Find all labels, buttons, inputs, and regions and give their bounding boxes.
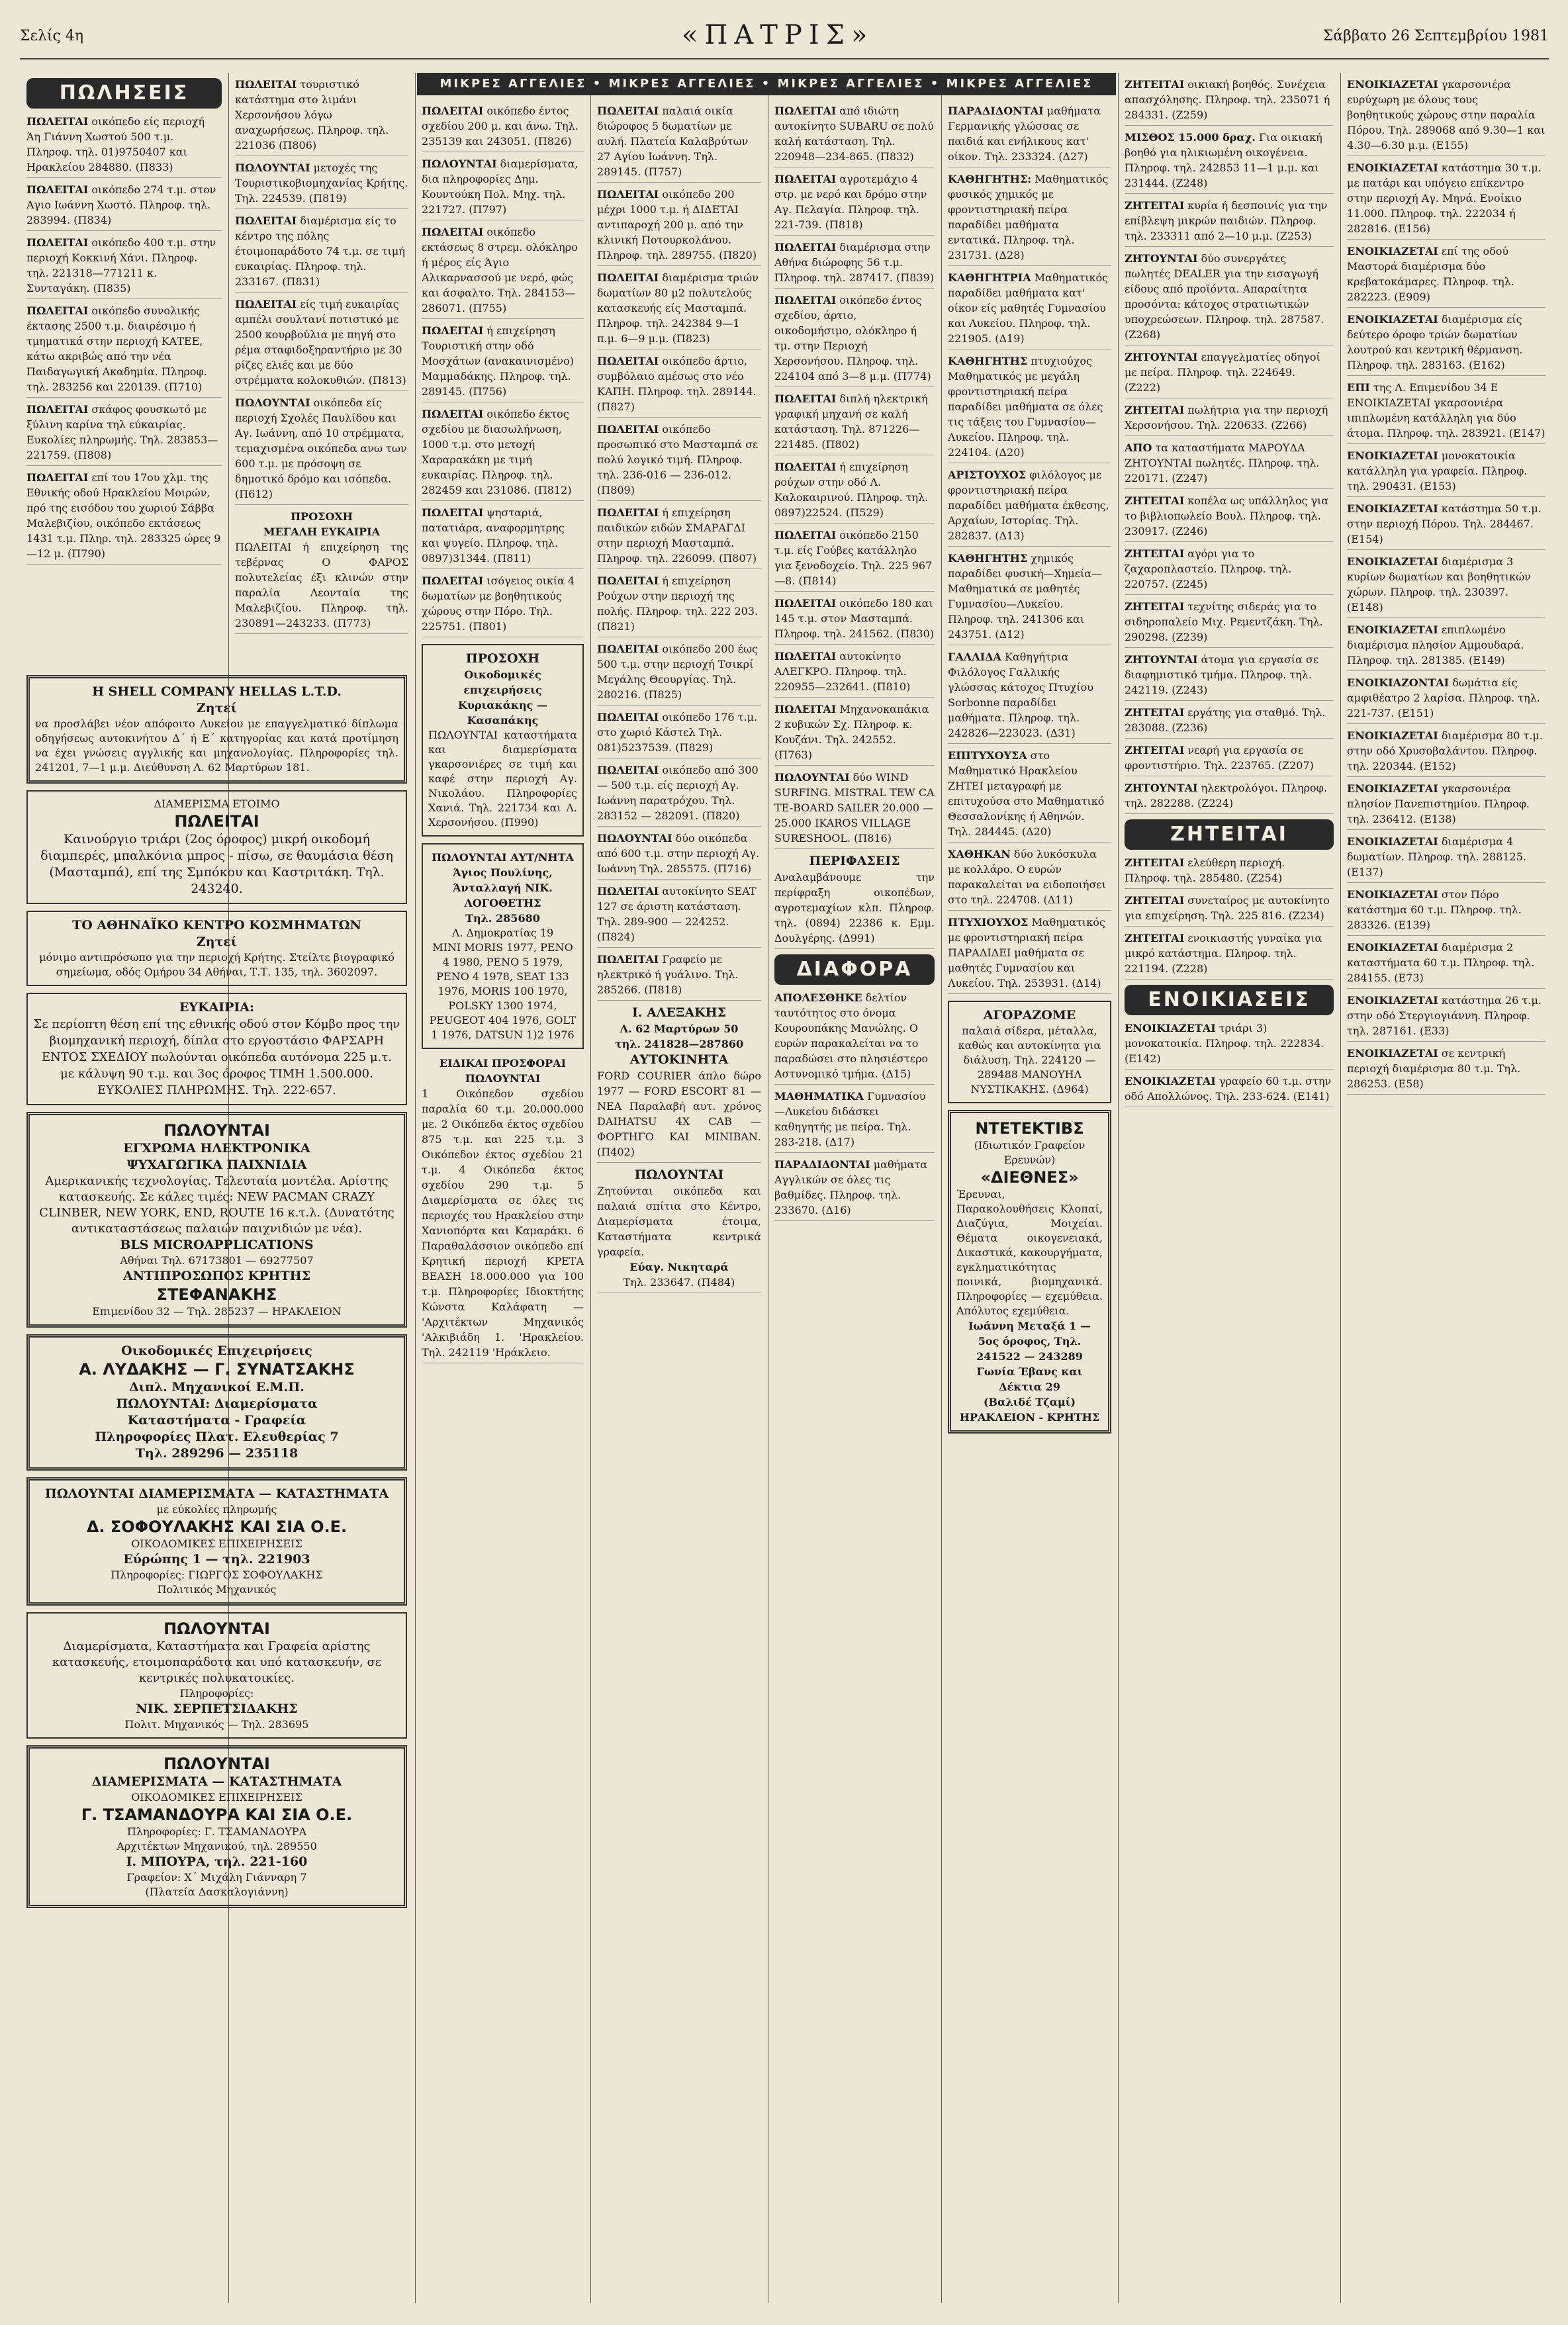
classified-ad: ΖΗΤΕΙΤΑΙ κυρία ή δεσποινίς για την επίβλεψη μικρών παιδιών. Πληροφ. τηλ. 233311 από 2—10 μ.μ. (Ζ253) [1125, 198, 1334, 247]
classified-ad: ΠΩΛΕΙΤΑΙ οικόπεδο έντος σχεδίου, άρτιο, οικοδομήσιμο, ολόκληρο ή τμ. στην Περιοχή Χερσονήσου. Πληροφ. τηλ. 224104 από 3—8 μ.μ. (Π774) [774, 293, 935, 387]
newspaper-title: «ΠΑΤΡΙΣ» [682, 20, 874, 50]
issue-date: Σάββατο 26 Σεπτεμβρίου 1981 [1322, 28, 1549, 44]
sofoulakis-info: Πληροφορίες: ΓΙΩΡΓΟΣ ΣΟΦΟΥΛΑΚΗΣ [111, 1569, 323, 1581]
classified-ad: ΕΝΟΙΚΙΑΖΕΤΑΙ στον Πόρο κατάστημα 60 τ.μ. Πληροφ. τηλ. 283326. (Ε139) [1347, 887, 1545, 936]
cars-street: Λ. Δημοκρατίας 19 [451, 927, 554, 939]
tsamandouras-ad-box [26, 1745, 407, 1908]
classified-ad: ΕΝΟΙΚΙΑΖΕΤΑΙ διαμέρισμα 4 δωματίων. Πληροφ. τηλ. 288125. (Ε137) [1347, 834, 1545, 883]
classified-ad: ΠΩΛΕΙΤΑΙ οικόπεδο έντος σχεδίου 200 μ. και άνω. Τηλ. 235139 και 243051. (Π826) [422, 103, 584, 152]
apartment-title: ΠΩΛΕΙΤΑΙ [174, 812, 259, 831]
classified-ad: ΠΑΡΑΔΙΔΟΝΤΑΙ μαθήματα Γερμανικής γλώσσας σε παιδιά και ενήλικους κατ' οίκον. Τηλ. 233324. (Δ27) [948, 103, 1111, 167]
detective-address3: (Βαλιδέ Τζαμί) [983, 1396, 1076, 1408]
apartment-text: Καινούργιο τριάρι (2ος όροφος) μικρή οικοδομή διαμπερές, μπαλκόνια μπρος - πίσω, σε θαυμάσια θέση (Μασταμπά), επί της Σμπόκου και Καστριτάκη. Τηλ. 243240. [40, 832, 393, 896]
realty-phone: Τηλ. 233647. (Π484) [623, 1276, 735, 1289]
classified-ad: ΠΩΛΕΙΤΑΙ Μηχανοκαπάκια 2 κυβικών Σχ. Πληροφ. κ. Κουζάνι. Τηλ. 242552. (Π763) [774, 702, 935, 766]
realty-text: Ζητούνται οικόπεδα και παλαιά σπίτια στο Κέντρο, Διαμερίσματα έτοιμα, Καταστήματα κεντρικά γραφεία. [597, 1185, 761, 1258]
dealer-name: Ι. ΑΛΕΞΑΚΗΣ [631, 1005, 727, 1020]
classified-ad: ΕΝΟΙΚΙΑΖΕΤΑΙ γραφείο 60 τ.μ. στην οδό Απολλώνος. Τηλ. 233-624. (Ε141) [1125, 1073, 1334, 1107]
scrap-buyer-box [948, 1001, 1111, 1103]
serpetsidakis-title: ΠΩΛΟΥΝΤΑΙ [163, 1619, 270, 1638]
classified-ad: ΠΩΛΕΙΤΑΙ οικόπεδο από 300 — 500 τ.μ. είς περιοχή Αγ. Ιωάννη παρατρόχου. Τηλ. 283152 — 282091. (Π820) [597, 762, 761, 827]
classified-ad: ΠΩΛΕΙΤΑΙ παλαιά οικία διώροφος 5 δωματίων με αυλή. Πλατεία Καλαβρύτων 27 Αγίου Ιωάννη. Τηλ. 289145. (Π757) [597, 103, 761, 183]
sofoulakis-ad-box [26, 1477, 407, 1606]
notice-title: ΠΡΟΣΟΧΗ [291, 510, 353, 523]
lydakis-ad-box [26, 1334, 407, 1471]
classified-ad: ΕΠΙΤΥΧΟΥΣΑ στο Μαθηματικό Ηρακλείου ΖΗΤΕΙ μεταγραφή με επιτυχούσα στο Μαθηματικό Θεσσαλονίκης ή Αθηνών. Τηλ. 284445. (Δ20) [948, 748, 1111, 843]
classified-ad: ΠΩΛΕΙΤΑΙ διαμέρισμα είς το κέντρο της πόλης έτοιμοπαράδοτο 74 τ.μ. σε τιμή ευκαιρίας. Πληροφ. τηλ. 233167. (Π831) [235, 213, 408, 293]
column-rule [415, 73, 416, 2303]
builders-notice-box [422, 644, 584, 837]
tsamandouras-address: Γραφείον: Χ΄ Μιχάλη Γιάνναρη 7 [126, 1871, 307, 1884]
classifieds-strip: ΜΙΚΡΕΣ ΑΓΓΕΛΙΕΣ • ΜΙΚΡΕΣ ΑΓΓΕΛΙΕΣ • ΜΙΚΡΕΣ ΑΓΓΕΛΙΕΣ • ΜΙΚΡΕΣ ΑΓΓΕΛΙΕΣ [417, 73, 1116, 95]
jewellery-title: ΤΟ ΑΘΗΝΑΪΚΟ ΚΕΝΤΡΟ ΚΟΣΜΗΜΑΤΩΝ [72, 918, 361, 933]
classified-ad: ΖΗΤΕΙΤΑΙ κοπέλα ως υπάλληλος για το βιβλιοπωλείο Βουλ. Πληροφ. τηλ. 230917. (Ζ246) [1125, 493, 1334, 542]
classified-ad: ΠΩΛΟΥΝΤΑΙ δύο WIND SURFING. MISTRAL TEW CA TE-BOARD SAILER 20.000 — 25.000 IKAROS VILLAGE SURESHOOL. (Π816) [774, 770, 935, 849]
lydakis-sale2: Καταστήματα - Γραφεία [127, 1413, 306, 1428]
games-phones: Αθήναι Τηλ. 67173801 — 69277507 [120, 1254, 314, 1267]
classified-ad: ΑΠΟ τα καταστήματα ΜΑΡΟΥΔΑ ΖΗΤΟΥΝΤΑΙ πωλητές. Πληροφ. τηλ. 220171. (Ζ247) [1125, 440, 1334, 489]
tsamandouras-name2: Ι. ΜΠΟΥΡΑ, τηλ. 221-160 [126, 1854, 308, 1869]
page-number: Σελίς 4η [20, 28, 84, 44]
sofoulakis-address: Εύρώπης 1 — τηλ. 221903 [123, 1552, 310, 1567]
display-ads-left [26, 668, 407, 2297]
detective-address: Ιωάννη Μεταξά 1 — 5ος όροφος, Τηλ. 241522 — 243289 [968, 1320, 1091, 1363]
dealer-title: ΑΥΤΟΚΙΝΗΤΑ [629, 1052, 729, 1067]
cars-dealer: Άγιος Πουλίνης, Άνταλλαγή ΝΙΚ. ΛΟΓΟΘΕΤΗΣ [453, 866, 553, 909]
lydakis-names: Α. ΛΥΔΑΚΗΣ — Γ. ΣΥΝΑΤΣΑΚΗΣ [79, 1360, 355, 1379]
classified-ad: ΚΑΘΗΓΗΤΗΣ: Μαθηματικός φυσικός χημικός με φροντιστηριακή πείρα παραδίδει μαθήματα εντατικά. Πληροφ. τηλ. 231731. (Δ28) [948, 171, 1111, 266]
detective-title: ΝΤΕΤΕΚΤΙΒΣ [975, 1119, 1084, 1138]
detective-ad-box [948, 1110, 1111, 1434]
apartment-ad-box [26, 790, 407, 904]
classified-ad: ΠΩΛΕΙΤΑΙ οικόπεδο 180 και 145 τ.μ. στον Μασταμπά. Πληροφ. τηλ. 241562. (Π830) [774, 596, 935, 645]
fencing-title: ΠΕΡΙΦΑΣΕΙΣ [809, 854, 900, 868]
classified-ad: ΠΩΛΕΙΤΑΙ οικόπεδο 2150 τ.μ. είς Γούβες κατάλληλο για ξενοδοχείο. Τηλ. 225 967—8. (Π814) [774, 527, 935, 592]
page-header [20, 19, 1549, 60]
column-7 [1125, 73, 1334, 2303]
classified-ad: ΕΝΟΙΚΙΑΖΕΤΑΙ τριάρι 3) μονοκατοικία. Πληροφ. τηλ. 222834. (Ε142) [1125, 1021, 1334, 1070]
classified-ad: ΜΑΘΗΜΑΤΙΚΑ Γυμνασίου—Λυκείου διδάσκει καθηγητής με πείρα. Τηλ. 283-218. (Δ17) [774, 1089, 935, 1153]
tsamandouras-info: Πληροφορίες: Γ. ΤΣΑΜΑΝΔΟΥΡΑ [126, 1825, 307, 1838]
games-rep-address: Επιμενίδου 32 — Τηλ. 285237 — ΗΡΑΚΛΕΙΟΝ [92, 1305, 342, 1318]
games-title: ΠΩΛΟΥΝΤΑΙ [163, 1121, 270, 1140]
tsamandouras-company: ΟΙΚΟΔΟΜΙΚΕΣ ΕΠΙΧΕΙΡΗΣΕΙΣ [131, 1791, 302, 1803]
classified-ad: ΠΩΛΕΙΤΑΙ οικόπεδο 200 έως 500 τ.μ. στην περιοχή Τσικρί Μεγάλης Θεουργίας. Τηλ. 280216. (Π825) [597, 641, 761, 706]
tsamandouras-kicker: ΔΙΑΜΕΡΙΣΜΑΤΑ — ΚΑΤΑΣΤΗΜΑΤΑ [91, 1774, 342, 1789]
classified-ad: ΠΩΛΕΙΤΑΙ διαμέρισμα τριών δωματίων 80 μ2 πολυτελούς κατασκευής είς Μασταμπά. Πληροφ. τηλ. 242384 9—1 π.μ. 6—9 μ.μ. (Π823) [597, 270, 761, 349]
classified-ad: ΕΝΟΙΚΙΑΖΕΤΑΙ επί της οδού Μαστορά διαμέρισμα δύο κρεβατοκάμαρες. Πληροφ. τηλ. 282223. (Ε909) [1347, 244, 1545, 308]
shell-ad-box [26, 675, 407, 784]
classified-ad: ΠΩΛΕΙΤΑΙ ή επιχείρηση ρούχων στην οδό Λ. Καλοκαιρινού. Πληροφ. τηλ. 0897)22524. (Π529) [774, 459, 935, 524]
games-company: BLS MICROAPPLICATIONS [120, 1238, 314, 1252]
games-text: Αμερικανικής τεχνολογίας. Τελευταία μοντέλα. Αρίστης κατασκευής. Σε κάλες τιμές: NEW PACMAN CRAZY CLINBER, NEW YORK, END, ROUTE 16 κ.τ.λ. (Δυνατότης αντικαταστάσεως παλαιών παιχνιδιών με νέα). [39, 1174, 394, 1236]
tsamandouras-title: ΠΩΛΟΥΝΤΑΙ [163, 1755, 270, 1773]
opportunity-ad-box [26, 993, 407, 1105]
classified-ad: ΠΩΛΕΙΤΑΙ αυτοκίνητο ΑΛΕΓΚΡΟ. Πληροφ. τηλ. 220955—232641. (Π810) [774, 649, 935, 698]
classified-ad: ΕΝΟΙΚΙΑΖΕΤΑΙ μονοκατοικία κατάλληλη για γραφεία. Πληροφ. τηλ. 290431. (Ε153) [1347, 448, 1545, 497]
classified-ad: ΖΗΤΕΙΤΑΙ πωλήτρια για την περιοχή Χερσονήσου. Τηλ. 220633. (Ζ266) [1125, 402, 1334, 436]
classified-ad: ΠΩΛΕΙΤΑΙ αυτοκίνητο SEAT 127 σε άριστη κατάσταση. Τηλ. 289-900 — 224252. (Π824) [597, 884, 761, 948]
classified-ad: ΕΝΟΙΚΙΑΖΕΤΑΙ κατάστημα 30 τ.μ. με πατάρι και υπόγειο επίκεντρο στην περιοχή Αγ. Μηνά. Ενοίκιο 11.000. Πληροφ. τηλ. 222034 ή 282816. (Ε156) [1347, 160, 1545, 240]
builders-notice-text: ΠΩΛΟΥΝΤΑΙ καταστήματα και διαμερίσματα γκαρσονιέρες σε τιμή και καφέ στην περιοχή Αγ. Νικολάου. Πληροφορίες Χανιά. Τηλ. 221734 και Λ. Χερσονήσου. (Π990) [428, 729, 577, 829]
classified-ad: ΖΗΤΟΥΝΤΑΙ ηλεκτρολόγοι. Πληροφ. τηλ. 282288. (Ζ224) [1125, 780, 1334, 814]
classified-ad: ΖΗΤΟΥΝΤΑΙ επαγγελματίες οδηγοί με πείρα. Πληροφ. τηλ. 224649. (Ζ222) [1125, 349, 1334, 398]
classified-ad: ΠΑΡΑΔΙΔΟΝΤΑΙ μαθήματα Αγγλικών σε όλες τις βαθμίδες. Πληροφ. τηλ. 233670. (Δ16) [774, 1157, 935, 1221]
classified-ad: ΖΗΤΕΙΤΑΙ τεχνίτης σιδεράς για το σιδηροπαλείο Μιχ. Ρεμεντζάκη. Τηλ. 290298. (Ζ239) [1125, 599, 1334, 648]
serpetsidakis-info: Πληροφορίες: [179, 1687, 254, 1700]
shell-ad-subtitle: Ζητεί [196, 701, 238, 715]
classified-ad: ΖΗΤΕΙΤΑΙ αγόρι για το ζαχαροπλαστείο. Πληροφ. τηλ. 220757. (Ζ245) [1125, 546, 1334, 595]
classified-ad: ΠΩΛΕΙΤΑΙ οικόπεδο άρτιο, συμβόλαιο αμέσως στο νέο ΚΑΠΗ. Πληροφ. τηλ. 289144. (Π827) [597, 353, 761, 418]
scrap-text: παλαιά σίδερα, μέταλλα, καθώς και αυτοκίνητα για διάλυση. Τηλ. 224120 — 289488 ΜΑΝΟΥΗΛ ΝΥΣΤΙΚΑΚΗΣ. (Δ964) [958, 1025, 1101, 1095]
lydakis-info: Πληροφορίες Πλατ. Ελευθερίας 7 [95, 1430, 339, 1444]
classified-ad: ΕΝΟΙΚΙΑΖΕΤΑΙ σε κεντρική περιοχή διαμέρισμα 80 τ.μ. Τηλ. 286253. (Ε58) [1347, 1046, 1545, 1095]
classified-ad: ΖΗΤΟΥΝΤΑΙ άτομα για εργασία σε διαφημιστικό τμήμα. Πληροφ. τηλ. 242119. (Ζ243) [1125, 652, 1334, 701]
jewellery-text: μόνιμο αντιπρόσωπο για την περιοχή Κρήτης. Στείλτε βιογραφικό σημείωμα, οδός Ομήρου 34 Αθήναι, Τ.Τ. 135, τηλ. 3602097. [39, 951, 394, 978]
classified-ad: ΕΝΟΙΚΙΑΖΕΤΑΙ διαμέρισμα είς δεύτερο όροφο τριών δωματίων λουτρού και κεντρική θέρμανση. Πληροφ. τηλ. 283163. (Ε162) [1347, 312, 1545, 376]
column-rule [1118, 73, 1119, 2303]
classified-ad: ΖΗΤΕΙΤΑΙ οικιακή βοηθός. Συνέχεια απασχόλησης. Πληροφ. τηλ. 235071 ή 284331. (Ζ259) [1125, 77, 1334, 126]
classified-ad: ΠΩΛΕΙΤΑΙ σκάφος φουσκωτό με ξύλινη καρίνα τηλ εύκαιρίας. Ευκολίες πληρωμής. Τηλ. 283853—221759. (Π808) [26, 402, 222, 466]
classified-ad: ΕΠΙ της Λ. Επιμενίδου 34 Ε ΕΝΟΙΚΙΑΖΕΤΑΙ γκαρσονιέρα ιπιπλωμένη κατάλληλη για δύο άτομα. Πληροφ. τηλ. 283921. (Ε147) [1347, 380, 1545, 444]
classified-ad: ΑΡΙΣΤΟΥΧΟΣ φιλόλογος με φροντιστηριακή πείρα παραδίδει μαθήματα έκθεσης, Αρχαίων, Ιστορίας. Τηλ. 282837. (Δ13) [948, 467, 1111, 547]
column-6 [948, 99, 1111, 2303]
sofoulakis-company: ΟΙΚΟΔΟΜΙΚΕΣ ΕΠΙΧΕΙΡΗΣΕΙΣ [131, 1537, 302, 1550]
column-4 [597, 99, 761, 2303]
classified-ad: ΕΝΟΙΚΙΑΖΕΤΑΙ διαμέρισμα 3 κυρίων δωματίων και βοηθητικών χώρων. Πληροφ. τηλ. 230397. (Ε148) [1347, 554, 1545, 618]
games-rep-title: ΑΝΤΙΠΡΟΣΩΠΟΣ ΚΡΗΤΗΣ [122, 1269, 311, 1283]
classified-ad: ΠΩΛΕΙΤΑΙ τουριστικό κατάστημα στο λιμάνι Χερσονήσου λόγω αναχωρήσεως. Πληροφ. τηλ. 221036 (Π806) [235, 77, 408, 156]
serpetsidakis-role: Πολιτ. Μηχανικός — Τηλ. 283695 [124, 1718, 309, 1731]
classified-ad: ΑΠΟΛΕΣΘΗΚΕ δελτίον ταυτότητος στο όνομα Κουρουπάκης Μανώλης. Ο ευρών παρακαλείται να το παραδώσει στο πλησιέστερο Αστυνομικό τμήμα. (Δ15) [774, 990, 935, 1085]
sales-ad-list [26, 114, 222, 565]
column-5 [774, 99, 935, 2303]
classified-ad: ΚΑΘΗΓΗΤΗΣ πτυχιούχος Μαθηματικός με μεγάλη φροντιστηριακή πείρα παραδίδει μαθήματα σε όλες τις τάξεις του Γυμνασίου—Λυκείου. Πληροφ. τηλ. 224104. (Δ20) [948, 353, 1111, 463]
notice-text: ΠΩΛΕΙΤΑΙ ή επιχείρηση της τεβέρνας Ο ΦΑΡΟΣ πολυτελείας έξι κλινών στην παραλία Λεονταία της Μαλεβιζίου. Πληροφ. τηλ. 230891—243233. (Π773) [235, 541, 408, 629]
lydakis-kicker: Οικοδομικές Επιχειρήσεις [121, 1344, 312, 1358]
classified-ad: ΕΝΟΙΚΙΑΖΕΤΑΙ επιπλωμένο διαμέρισμα πλησίον Αμμουδαρά. Πληροφ. τηλ. 281385. (Ε149) [1347, 622, 1545, 671]
classified-ad: ΖΗΤΟΥΝΤΑΙ δύο συνεργάτες πωλητές DEALER για την εισαγωγή είδους από προϊόντα. Απαραίτητα προσόντα: κάτοχος στρατιωτικών υποχρεώσεων. Πληροφ. τηλ. 287587. (Ζ268) [1125, 251, 1334, 345]
classified-ad: ΓΑΛΛΙΔΑ Καθηγήτρια Φιλόλογος Γαλλικής γλώσσας κάτοχος Πτυχίου Sorbonne παραδίδει μαθήματα. Πληροφ. τηλ. 242826—223023. (Δ31) [948, 649, 1111, 744]
classified-ad: ΠΩΛΟΥΝΤΑΙ διαμερίσματα, δια πληροφορίες Δημ. Κουντούκη Πολ. Μηχ. τηλ. 221727. (Π797) [422, 156, 584, 220]
classified-ad: ΠΩΛΟΥΝΤΑΙ μετοχές της Τουριστικοβιομηχανίας Κρήτης. Τηλ. 224539. (Π819) [235, 160, 408, 209]
sofoulakis-kicker: ΠΩΛΟΥΝΤΑΙ ΔΙΑΜΕΡΙΣΜΑΤΑ — ΚΑΤΑΣΤΗΜΑΤΑ [44, 1486, 389, 1501]
builders-notice-subtitle: Οικοδομικές επιχειρήσεις Κυριακάκης — Κασαπάκης [458, 668, 547, 727]
cars-phone: Τηλ. 285680 [465, 912, 540, 925]
classified-ad: ΠΩΛΕΙΤΑΙ οικόπεδο συνολικής έκτασης 2500 τ.μ. διαιρέσιμο ή τμηματικά στην περιοχή ΚΑΤΕΕ, κάτω ακριβώς από την νέα Παιδαγωγική Ακαδημία. Πληροφ. τηλ. 283256 και 220139. (Π710) [26, 303, 222, 398]
classified-ad: ΕΝΟΙΚΙΑΖΕΤΑΙ κατάστημα 50 τ.μ. στην περιοχή Πόρου. Τηλ. 284467. (Ε154) [1347, 501, 1545, 550]
sofoulakis-name: Δ. ΣΟΦΟΥΛΑΚΗΣ ΚΑΙ ΣΙΑ Ο.Ε. [86, 1518, 347, 1536]
offers-text: 1 Οικόπεδον σχεδίου παραλία 60 τ.μ. 20.000.000 με. 2 Οικόπεδα έκτος σχεδίου 875 τ.μ. και 225 τ.μ. 3 Οικόπεδον έκτος σχεδίου 21 τ.μ. 4 Οικόπεδα έκτος σχεδίου 290 τ.μ. 5 Διαμερίσματα σε όλες τις περιοχές του Ηρακλείου στην Χανιοπόρτα και Καμαράκι. 6 Παραθαλάσσιον οικόπεδο επί Κρητική περιοχή ΚΡΕΤΑ ΒΕΑΣΗ 18.000.000 για 100 τ.μ. Πληροφορίες Ιδιοκτήτης Κώνστα Καλάφατη — 'Αρχιτέκτων Μηχανικός 'Αλκιβιάδη 1. 'Ηρακλείου. Τηλ. 242119 'Ηράκλειο. [422, 1087, 584, 1359]
classified-ad: ΠΩΛΕΙΤΑΙ διπλή ηλεκτρική γραφική μηχανή σε καλή κατάσταση. Τηλ. 871226—221485. (Π802) [774, 391, 935, 455]
classified-ad: ΕΝΟΙΚΙΑΖΟΝΤΑΙ δωμάτια είς αμφιθέατρο 2 λαρίσα. Πληροφ. τηλ. 221-737. (Ε151) [1347, 675, 1545, 724]
classified-ad: ΠΩΛΕΙΤΑΙ οικόπεδο έκτος σχεδίου με διασωλήνωση, 1000 τ.μ. στο μετοχή Χαραρακάκη με τιμή ευκαιρίας. Πληροφ. τηλ. 282459 και 231086. (Π812) [422, 406, 584, 501]
classified-ad: ΚΑΘΗΓΗΤΡΙΑ Μαθηματικός παραδίδει μαθήματα κατ' οίκον είς μαθητές Γυμνασίου και Λυκείου. Πληροφ. τηλ. 221905. (Δ19) [948, 270, 1111, 349]
offers-ad [422, 1056, 584, 1363]
dealer-text: FORD COURIER άπλο δώρο 1977 — FORD ESCORT 81 — ΝΕΑ Παραλαβή αυτ. χρόνος DAIHATSU 4X CAB — ΦΟΡΤΗΓΟ ΚΑΙ ΜΙΝΙΒΑΝ. (Π402) [597, 1070, 761, 1158]
column-rule [941, 73, 942, 2303]
games-line1: ΕΓΧΡΩΜΑ ΗΛΕΚΤΡΟΝΙΚΑ [123, 1141, 310, 1156]
column-8 [1347, 73, 1545, 2303]
column-rule [590, 73, 591, 2303]
cars-title: ΠΩΛΟΥΝΤΑΙ ΑΥΤ/ΝΗΤΑ [432, 851, 574, 864]
serpetsidakis-text: Διαμερίσματα, Καταστήματα και Γραφεία αρίστης κατασκευής, ετοιμοπαράδοτα και υπό κατασκευήν, σε κεντρικές πολυκατοικίες. [52, 1639, 382, 1685]
opportunity-title: ΕΥΚΑΙΡΙΑ: [179, 1000, 255, 1015]
realty-ad [597, 1167, 761, 1293]
fencing-text: Αναλαμβάνουμε την περίφραξη οικοπέδων, αγροτεμαχίων κλπ. Πληροφ. τηλ. (0894) 22386 κ. Εμμ. Δουλγέρης. (Δ991) [774, 871, 935, 944]
tsamandouras-address2: (Πλατεία Δασκαλογιάννη) [145, 1886, 289, 1898]
classified-ad: ΠΩΛΕΙΤΑΙ Γραφείο με ηλεκτρικό ή γυάλινο. Τηλ. 285266. (Π818) [597, 952, 761, 1001]
classified-ad: ΠΩΛΕΙΤΑΙ επί του 17ου χλμ. της Εθνικής οδού Ηρακλείου Μοιρών, πρό της εισόδου του χωριού Σάββα Μαλεβιζίου, οικόπεδο εκτάσεως 1431 τ.μ. Πληρ. τηλ. 283325 ώρες 9—12 μ. (Π790) [26, 470, 222, 565]
classified-ad: ΕΝΟΙΚΙΑΖΕΤΑΙ διαμέρισμα 2 καταστήματα 60 τ.μ. Πληροφ. τηλ. 284155. (Ε73) [1347, 940, 1545, 989]
classified-ad: ΠΩΛΕΙΤΑΙ από ιδιώτη αυτοκίνητο SUBARU σε πολύ καλή κατάσταση. Τηλ. 220948—234-865. (Π832) [774, 103, 935, 167]
classified-ad: ΠΩΛΕΙΤΑΙ διαμέρισμα στην Αθήνα διώροφης 56 τ.μ. Πληροφ. τηλ. 287417. (Π839) [774, 240, 935, 289]
fencing-ad [774, 853, 935, 949]
lydakis-phone: Τηλ. 289296 — 235118 [135, 1446, 299, 1461]
games-line2: ΨΥΧΑΓΩΓΙΚΑ ΠΑΙΧΝΙΔΙΑ [126, 1158, 307, 1172]
classified-ad: ΠΩΛΕΙΤΑΙ αγροτεμάχιο 4 στρ. με νερό και δρόμο στην Αγ. Πελαγία. Πληροφ. τηλ. 221-739. (Π818) [774, 171, 935, 236]
classified-ad: ΜΙΣΘΟΣ 15.000 δραχ. Για οικιακή βοηθό για ηλικιωμένη οικογένεια. Πληροφ. τηλ. 242853 11—1 μ.μ. και 231444. (Ζ248) [1125, 130, 1334, 194]
section-sales-heading: ΠΩΛΗΣΕΙΣ [26, 78, 222, 109]
classified-ad: ΚΑΘΗΓΗΤΗΣ χημικός παραδίδει φυσική—Χημεία—Μαθηματικά σε μαθητές Γυμνασίου—Λυκείου. Πληροφ. τηλ. 241306 και 243751. (Δ12) [948, 551, 1111, 645]
classified-ad: ΠΩΛΕΙΤΑΙ ισόγειος οικία 4 δωματίων με βοηθητικούς χώρους στην Πόρο. Τηλ. 225751. (Π801) [422, 573, 584, 637]
jewellery-ad-box [26, 911, 407, 986]
classified-ad: ΠΩΛΟΥΝΤΑΙ δύο οικόπεδα από 600 τ.μ. στην περιοχή Αγ. Ιωάννη Τηλ. 285575. (Π716) [597, 831, 761, 880]
games-ad-box [26, 1112, 407, 1328]
classified-ad: ΠΩΛΕΙΤΑΙ ή επιχείρηση Τουριστική στην οδό Μοσχάτων (ανακαινισμένο) Μαμμαδάκης. Πληροφ. τηλ. 289145. (Π756) [422, 323, 584, 402]
notice-subtitle: ΜΕΓΑΛΗ ΕΥΚΑΙΡΙΑ [263, 525, 381, 538]
classified-ad: ΕΝΟΙΚΙΑΖΕΤΑΙ κατάστημα 26 τ.μ. στην οδό Στεργιογιάννη. Πληροφ. τηλ. 287161. (Ε33) [1347, 993, 1545, 1042]
classified-ad: ΖΗΤΕΙΤΑΙ εργάτης για σταθμό. Τηλ. 283088. (Ζ236) [1125, 705, 1334, 739]
serpetsidakis-ad-box [26, 1612, 407, 1739]
lydakis-sale: ΠΩΛΟΥΝΤΑΙ: Διαμερίσματα [116, 1396, 318, 1411]
car-dealer-ad [597, 1005, 761, 1163]
builders-notice-title: ΠΡΟΣΟΧΗ [465, 651, 540, 666]
classified-ad: ΠΩΛΕΙΤΑΙ οικόπεδο είς περιοχή Άη Γιάννη Χωστού 500 τ.μ. Πληροφ. τηλ. 01)9750407 και Ηρακλείου 284880. (Π833) [26, 114, 222, 178]
dealer-phone: τηλ. 241828—287860 [614, 1038, 744, 1050]
classified-ad: ΠΤΥΧΙΟΥΧΟΣ Μαθηματικός με φροντιστηριακή πείρα ΠΑΡΑΔΙΔΕΙ μαθήματα σε μαθητές Γυμνασίου και Λυκείου. Τηλ. 253931. (Δ14) [948, 915, 1111, 994]
classified-ad: ΧΑΘΗΚΑΝ δύο λυκόσκυλα με κολλάρο. Ο ευρών παρακαλείται να ειδοποιήσει στο τηλ. 224708. (Δ11) [948, 846, 1111, 911]
classified-ad: ΠΩΛΕΙΤΑΙ ή επιχείρηση παιδικών ειδών ΣΜΑΡΑΓΔΙ στην περιοχή Μασταμπά. Πληροφ. τηλ. 226099. (Π807) [597, 505, 761, 569]
tsamandouras-name: Γ. ΤΣΑΜΑΝΔΟΥΡΑ ΚΑΙ ΣΙΑ Ο.Ε. [81, 1805, 353, 1824]
classified-ad: ΖΗΤΕΙΤΑΙ νεαρή για εργασία σε φροντιστήριο. Τηλ. 223765. (Ζ207) [1125, 743, 1334, 776]
section-rentals-heading: ΕΝΟΙΚΙΑΣΕΙΣ [1125, 985, 1334, 1015]
opportunity-text: Σε περίοπτη θέση επί της εθνικής οδού στον Κόμβο προς την βιομηχανική περιοχή, δίπλα στο εργοστάσιο ΦΑΡΣΑΡΗ ΕΝΤΟΣ ΣΧΕΔΙΟΥ πωλούνται οικόπεδα αυτόνομα 225 μ.τ. με κάλυψη 90 τ.μ. και 3ος όροφος ΤΙΜΗ 1.500.000. ΕΥΚΟΛΙΕΣ ΠΛΗΡΩΜΗΣ. Τηλ. 222-657. [33, 1017, 400, 1097]
serpetsidakis-name: ΝΙΚ. ΣΕΡΠΕΤΣΙΔΑΚΗΣ [136, 1702, 298, 1716]
column-2 [235, 73, 408, 662]
classified-ad: ΖΗΤΕΙΤΑΙ ελεύθερη περιοχή. Πληροφ. τηλ. 285480. (Ζ254) [1125, 855, 1334, 889]
cars-list: MINI MORIS 1977, PENO 4 1980, PENO 5 1979, PENO 4 1978, SEAT 133 1976, MORIS 100 1970, POLSKY 1300 1974, PEUGEOT 404 1976, GOLT 1 1976, DATSUN 1)2 1976 [429, 941, 576, 1041]
shell-ad-text: να προσλάβει νέον απόφοιτο Λυκείου με επαγγελματικό δίπλωμα οδηγήσεως αυτοκινήτου Δ΄ ή Ε΄ κατηγορίας και κατά προτίμηση να έχει γνώσεις αγγλικής και μηχανολογίας. Πληροφορίες τηλ. 241201, 7—1 μ.μ. Διεύθυνση Λ. 62 Μαρτύρων 181. [35, 717, 398, 774]
classified-ad: ΠΩΛΕΙΤΑΙ ψησταριά, πατατιάρα, αναφορμητρης και ψυγείο. Πληροφ. τηλ. 0897)31344. (Π811) [422, 505, 584, 569]
scrap-title: ΑΓΟΡΑΖΟΜΕ [983, 1008, 1076, 1023]
classified-ad: ΕΝΟΙΚΙΑΖΕΤΑΙ γκαρσονιέρα πλησίον Πανεπιστημίου. Πληροφ. τηλ. 236412. (Ε138) [1347, 781, 1545, 830]
games-rep-name: ΣΤΕΦΑΝΑΚΗΣ [156, 1285, 277, 1304]
detective-address2: Γωνία Έβανς και Δέκτια 29 [976, 1365, 1083, 1393]
section-wanted-heading: ΖΗΤΕΙΤΑΙ [1125, 819, 1334, 850]
classified-ad: ΖΗΤΕΙΤΑΙ ενοικιαστής γυναίκα για μικρό κατάστημα. Πληροφ. τηλ. 221194. (Ζ228) [1125, 931, 1334, 980]
lydakis-title: Διπλ. Μηχανικοί Ε.Μ.Π. [129, 1380, 304, 1394]
classified-ad: ΠΩΛΕΙΤΑΙ οικόπεδο εκτάσεως 8 στρεμ. ολόκληρο ή μέρος είς Άγιο Αλικαρνασσού με νερό, φώς και άσφαλτο. Τηλ. 284153—286071. (Π755) [422, 224, 584, 319]
sofoulakis-role: Πολιτικός Μηχανικός [157, 1583, 277, 1596]
column-rule [1340, 73, 1341, 2303]
classified-ad: ΠΩΛΕΙΤΑΙ οικόπεδο 176 τ.μ. στο χωριό Κάστελ Τηλ. 081)5237539. (Π829) [597, 709, 761, 758]
classified-ad: ΠΩΛΕΙΤΑΙ οικόπεδο 200 μέχρι 1000 τ.μ. ή ΔΙΔΕΤΑΙ αντιπαροχή 200 μ. από την κλινική Ποτουρκολάνου. Πληροφ. τηλ. 289755. (Π820) [597, 187, 761, 266]
detective-text: Έρευναι, Παρακολουθήσεις Κλοπαί, Διαζύγια, Μοιχείαι. Θέματα οικογενειακά, Δικαστικά, κακουργήματα, εγκληματικότητας ποινικά, βιομηχανικά. Πληροφορίες — εχεμύθεια. Απόλυτος εχεμύθεια. [956, 1188, 1103, 1317]
notice-box [235, 509, 408, 634]
sofoulakis-line: με εύκολίες πληρωμής [156, 1503, 277, 1516]
classified-ad: ΠΩΛΕΙΤΑΙ είς τιμή ευκαιρίας αμπέλι σουλτανί ποτιστικό με 2500 κουρβούλια με πηγή στο ρέμα σταφιδοξηραντήριο με 30 ρίζες ελιές και με δύο στρέμματα κολοκυθιών. (Π813) [235, 296, 408, 391]
column-3 [422, 99, 584, 2303]
jewellery-subtitle: Ζητεί [196, 935, 238, 949]
section-misc-heading: ΔΙΑΦΟΡΑ [774, 954, 935, 985]
offers-title: ΕΙΔΙΚΑΙ ΠΡΟΣΦΟΡΑΙ ΠΩΛΟΥΝΤΑΙ [439, 1057, 567, 1085]
classified-ad: ΠΩΛΕΙΤΑΙ οικόπεδο 400 τ.μ. στην περιοχή Κοκκινή Χάνι. Πληροφ. τηλ. 221318—771211 κ. Συνταγάκη. (Π835) [26, 235, 222, 299]
cars-ad-box [422, 843, 584, 1049]
classified-ad: ΕΝΟΙΚΙΑΖΕΤΑΙ γκαρσονιέρα ευρύχωρη με όλους τους βοηθητικούς χώρους στην παραλία Πόρου. Τηλ. 289068 από 9.30—1 και 4.30—6.30 μ.μ. (Ε155) [1347, 77, 1545, 156]
shell-ad-title: Η SHELL COMPANY HELLAS L.T.D. [92, 684, 342, 699]
apartment-kicker: ΔΙΑΜΕΡΙΣΜΑ ΕΤΟΙΜΟ [154, 798, 280, 810]
realty-agent: Εύαγ. Νικηταρά [629, 1261, 729, 1273]
detective-city: ΗΡΑΚΛΕΙΟΝ - ΚΡΗΤΗΣ [959, 1411, 1100, 1424]
realty-title: ΠΩΛΟΥΝΤΑΙ [634, 1167, 724, 1182]
classified-ad: ΠΩΛΕΙΤΑΙ οικόπεδο 274 τ.μ. στον Αγιο Ιωάννη Χωστό. Πληροφ. τηλ. 283994. (Π834) [26, 182, 222, 231]
classified-ad: ΠΩΛΕΙΤΑΙ ή επιχείρηση Ρούχων στην περιοχή της πολής. Πληροφ. τηλ. 222 203. (Π821) [597, 573, 761, 637]
detective-name: «ΔΙΕΘΝΕΣ» [980, 1168, 1079, 1187]
dealer-address: Λ. 62 Μαρτύρων 50 [620, 1023, 739, 1035]
tsamandouras-role: Αρχιτέκτων Μηχανικού, τηλ. 289550 [116, 1840, 317, 1852]
classified-ad: ΠΩΛΟΥΝΤΑΙ οικόπεδα είς περιοχή Σχολές Παυλίδου και Αγ. Ιωάννη, από 10 στρέμματα, τεμαχισμένα οικόπεδα ανω των 600 τ.μ. με πρόσοψη σε δημοτικό δρόμο και ισόπεδα. (Π612) [235, 395, 408, 505]
detective-subtitle: (Ιδιωτικόν Γραφείον Ερευνών) [974, 1139, 1085, 1166]
classified-ad: ΠΩΛΕΙΤΑΙ οικόπεδο προσωπικό στο Μασταμπά σε πολύ λογικό τιμή. Πληροφ. τηλ. 236-016 — 236-012. (Π809) [597, 422, 761, 501]
classified-ad: ΕΝΟΙΚΙΑΖΕΤΑΙ διαμέρισμα 80 τ.μ. στην οδό Χρυσοβαλάντου. Πληροφ. τηλ. 220344. (Ε152) [1347, 728, 1545, 777]
classified-ad: ΖΗΤΕΙΤΑΙ συνεταίρος με αυτοκίνητο για επιχείρηση. Τηλ. 225 816. (Ζ234) [1125, 893, 1334, 927]
